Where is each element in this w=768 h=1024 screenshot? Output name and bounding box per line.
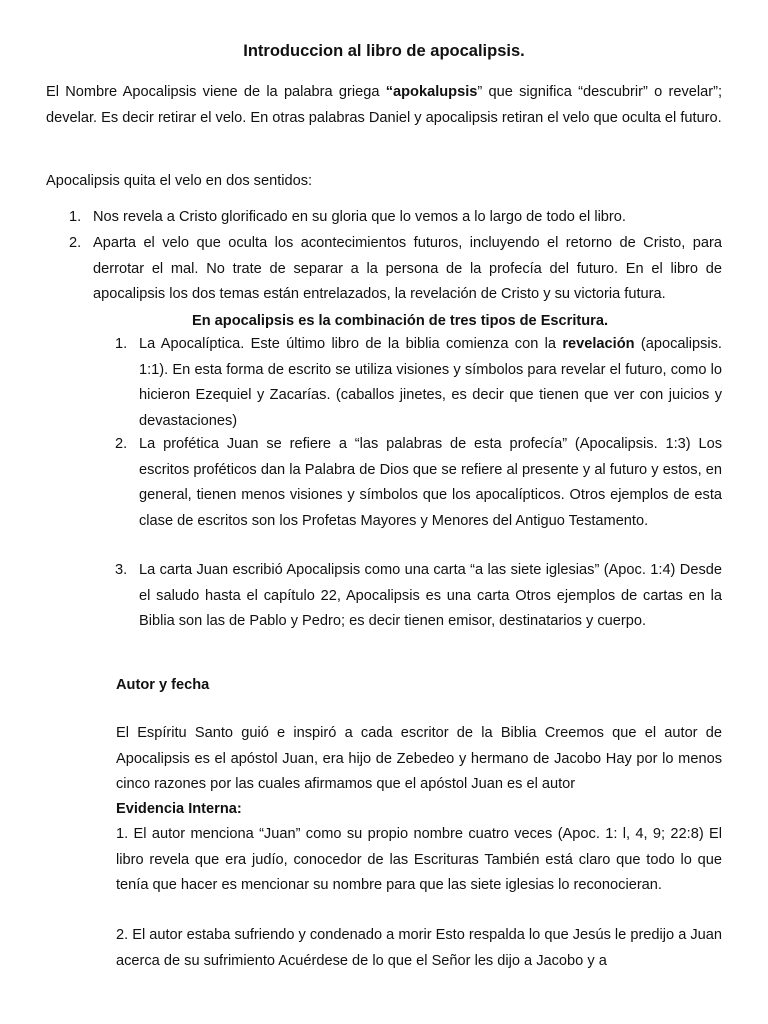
author-heading: Autor y fecha (116, 677, 210, 693)
type-item-3 (115, 558, 722, 635)
internal-evidence-heading: Evidencia Interna: (116, 801, 242, 817)
type-item-1 (115, 332, 722, 434)
sense-number: 2. (69, 235, 82, 251)
sense-number: 1. (69, 209, 82, 225)
sense-text: Aparta el velo que oculta los acontecimientos futuros, incluyendo el retorno de Cristo, para derrotar el mal. No trate de separar a la persona de la profecía del futuro. En el libro de apocalipsis los dos temas están entrelazados, la revelación de Cristo y su victoria futura. (93, 235, 722, 302)
combination-heading: En apocalipsis es la combinación de tres tipos de Escritura. (191, 313, 609, 329)
type-text-before: La Apocalíptica. Este último libro de la biblia comienza con la (139, 336, 563, 352)
intro-text-after: ” que significa “descubrir” o revelar”; develar. Es decir retirar el velo. En otras palabras Daniel y apocalipsis retiran el velo que oculta el futuro. (46, 84, 722, 126)
type-number: 3. (115, 562, 128, 578)
type-number: 2. (115, 436, 128, 452)
type-text: La profética Juan se refiere a “las palabras de esta profecía” (Apocalipsis. 1:3) Los escritos proféticos dan la Palabra de Dios que se refiere al presente y al futuro y estos, en general, tienen menos visiones y símbolos que los apocalípticos. Otros ejemplos de esta clase de escritos son los Profetas Mayores y Menores del Antiguo Testamento. (139, 436, 722, 529)
intro-bold-word: “apokalupsis (385, 84, 478, 100)
type-text (139, 332, 722, 434)
type-text: La carta Juan escribió Apocalipsis como una carta “a las siete iglesias” (Apoc. 1:4) Desde el saludo hasta el capítulo 22, Apocalipsis es una carta Otros ejemplos de cartas en la Biblia son las de Pablo y Pedro; es decir tienen emisor, destinatarios y cuerpo. (139, 562, 722, 629)
evidence-paragraph-2: 2. El autor estaba sufriendo y condenado a morir Esto respalda lo que Jesús le predijo a Juan acerca de su sufrimiento Acuérdese de lo que el Señor les dijo a Jacobo y a (116, 927, 723, 969)
sense-item-2 (69, 231, 722, 308)
sense-item-1 (69, 205, 722, 231)
sense-text: Nos revela a Cristo glorificado en su gloria que lo vemos a lo largo de todo el libro. (93, 209, 626, 225)
two-senses-intro: Apocalipsis quita el velo en dos sentidos: (46, 173, 313, 189)
intro-paragraph (46, 80, 722, 131)
document-title: Introduccion al libro de apocalipsis. (243, 42, 525, 60)
author-paragraph: El Espíritu Santo guió e inspiró a cada escritor de la Biblia Creemos que el autor de Apocalipsis es el apóstol Juan, era hijo de Zebedeo y hermano de Jacobo Hay por lo menos cinco razones por las cuales afirmamos que el apóstol Juan es el autor (116, 725, 722, 792)
evidence-paragraph-1: 1. El autor menciona “Juan” como su propio nombre cuatro veces (Apoc. 1: l, 4, 9; 22:8) El libro revela que era judío, conocedor de las Escrituras También está claro que todo lo que tenía que hacer es mencionar su nombre para que las siete iglesias lo reconocieran. (116, 826, 722, 893)
type-number: 1. (115, 336, 128, 352)
type-item-2 (115, 432, 722, 534)
type-text-after: (apocalipsis. 1:1). En esta forma de escrito se utiliza visiones y símbolos para revelar el futuro, como lo hicieron Ezequiel y Zacarías. (caballos jinetes, es decir que tienen que ver con juicios y devastaciones) (139, 336, 722, 429)
intro-text-before: El Nombre Apocalipsis viene de la palabra griega (46, 84, 386, 100)
type-bold-word: revelación (562, 336, 635, 352)
